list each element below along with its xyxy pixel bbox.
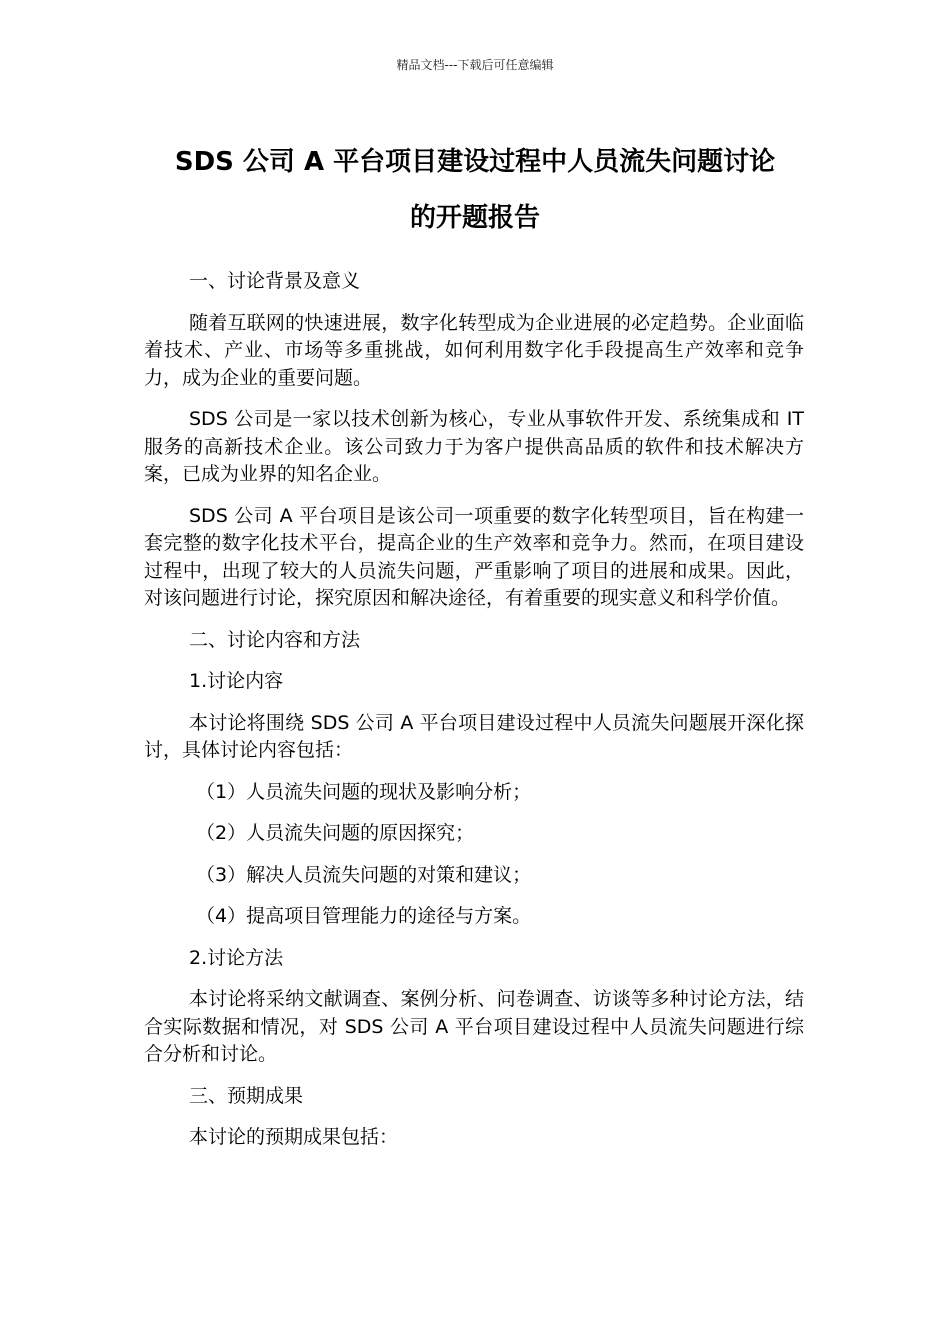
list-item-2: （2）人员流失问题的原因探究； xyxy=(196,822,475,844)
title-line-2: 的开题报告 xyxy=(409,203,540,233)
subheading-methods: 2.讨论方法 xyxy=(189,946,284,969)
list-item-3: （3）解决人员流失问题的对策和建议； xyxy=(196,863,532,886)
document-title xyxy=(145,134,805,246)
paragraph-company-intro: SDS 公司是一家以技术创新为核心，专业从事软件开发、系统集成和 IT 服务的高新技术企业。该公司致力于为客户提供高品质的软件和技术解决方案，已成为业界的知名企业。 xyxy=(144,408,804,485)
paragraph-expected-results-intro: 本讨论的预期成果包括： xyxy=(189,1126,399,1148)
paragraph-project-intro: SDS 公司 A 平台项目是该公司一项重要的数字化转型项目，旨在构建一套完整的数字化技术平台，提高企业的生产效率和竞争力。然而，在项目建设过程中，出现了较大的人员流失问题，严重影响了项目的进展和成果。因此，对该问题进行讨论，探究原因和解决途径，有着重要的现实意义和科学价值。 xyxy=(144,504,804,609)
header-note: 精品文档---下载后可任意编辑 xyxy=(396,58,554,72)
section-heading-background: 一、讨论背景及意义 xyxy=(189,270,361,292)
paragraph-digital-transformation: 随着互联网的快速进展，数字化转型成为企业进展的必定趋势。企业面临着技术、产业、市场等多重挑战，如何利用数字化手段提高生产效率和竞争力，成为企业的重要问题。 xyxy=(144,311,804,389)
subheading-content: 1.讨论内容 xyxy=(189,670,284,692)
paragraph-methods: 本讨论将采纳文献调查、案例分析、问卷调查、访谈等多种讨论方法，结合实际数据和情况，对 SDS 公司 A 平台项目建设过程中人员流失问题进行综合分析和讨论。 xyxy=(144,988,804,1065)
paragraph-content-intro: 本讨论将围绕 SDS 公司 A 平台项目建设过程中人员流失问题展开深化探讨，具体讨论内容包括： xyxy=(144,711,804,761)
title-line-1: SDS 公司 A 平台项目建设过程中人员流失问题讨论 xyxy=(174,147,776,177)
list-item-4: （4）提高项目管理能力的途径与方案。 xyxy=(196,905,532,927)
section-heading-content-methods: 二、讨论内容和方法 xyxy=(189,628,361,651)
list-item-1: （1）人员流失问题的现状及影响分析； xyxy=(196,780,532,803)
document-body xyxy=(144,268,804,1166)
section-heading-expected-results: 三、预期成果 xyxy=(189,1084,304,1107)
